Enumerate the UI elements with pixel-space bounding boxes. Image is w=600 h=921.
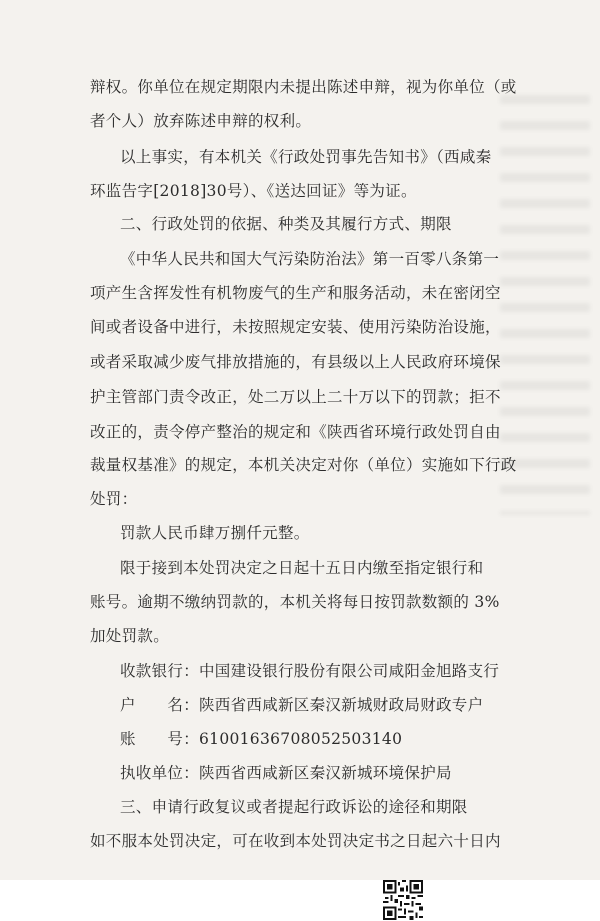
text-line: 如不服本处罚决定，可在收到本处罚决定书之日起六十日内	[90, 832, 501, 850]
text-line: 加处罚款。	[90, 627, 170, 645]
collecting-unit: 执收单位：陕西省西咸新区秦汉新城环境保护局	[120, 764, 452, 782]
text-line: 裁量权基准》的规定，本机关决定对你（单位）实施如下行政	[90, 456, 517, 474]
text-line: 账号。逾期不缴纳罚款的，本机关将每日按罚款数额的 3%	[90, 593, 500, 611]
qr-code-icon	[383, 880, 423, 920]
text-line: 处罚：	[90, 490, 138, 508]
account-number: 账 号：61001636708052503140	[120, 730, 403, 748]
text-line: 改正的，责令停产整治的规定和《陕西省环境行政处罚自由	[90, 423, 501, 441]
text-line: 辩权。你单位在规定期限内未提出陈述申辩，视为你单位（或	[90, 78, 517, 96]
bleed-through-shadow	[500, 95, 590, 515]
text-line: 限于接到本处罚决定之日起十五日内缴至指定银行和	[120, 559, 484, 577]
fine-amount: 罚款人民币肆万捌仟元整。	[120, 524, 310, 542]
text-line: 护主管部门责令改正，处二万以上二十万以下的罚款；拒不	[90, 388, 501, 406]
text-line: 者个人）放弃陈述申辩的权利。	[90, 112, 312, 130]
text-line: 以上事实，有本机关《行政处罚事先告知书》（西咸秦	[120, 148, 492, 166]
section-heading: 三、申请行政复议或者提起行政诉讼的途径和期限	[120, 798, 468, 816]
bank-name: 收款银行：中国建设银行股份有限公司咸阳金旭路支行	[120, 662, 500, 680]
text-line: 间或者设备中进行，未按照规定安装、使用污染防治设施，	[90, 318, 501, 336]
account-holder: 户 名：陕西省西咸新区秦汉新城财政局财政专户	[120, 696, 484, 714]
text-line: 项产生含挥发性有机物废气的生产和服务活动，未在密闭空	[90, 284, 501, 302]
text-line: 环监告字[2018]30号）、《送达回证》等为证。	[90, 182, 417, 200]
bottom-margin	[0, 880, 600, 921]
section-heading: 二、行政处罚的依据、种类及其履行方式、期限	[120, 215, 452, 233]
text-line: 或者采取减少废气排放措施的，有县级以上人民政府环境保	[90, 353, 501, 371]
text-line: 《中华人民共和国大气污染防治法》第一百零八条第一	[120, 250, 500, 268]
